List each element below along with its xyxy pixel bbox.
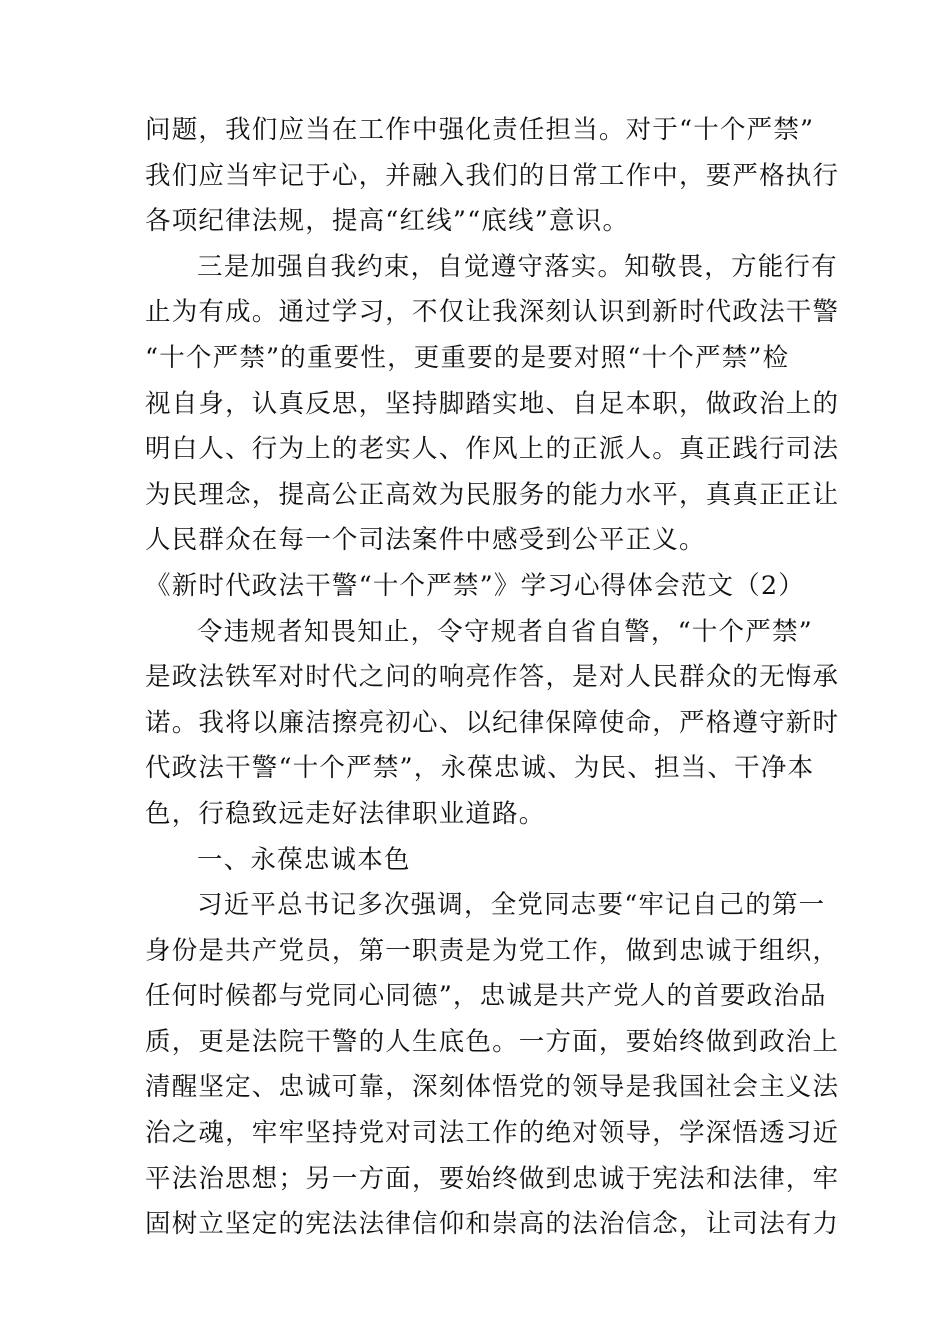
text-line: 视自身，认真反思，坚持脚踏实地、自足本职，做政治上的 (145, 388, 840, 419)
text-line: 质，更是法院干警的人生底色。一方面，要始终做到政治上 (145, 1026, 840, 1057)
text-line: 为民理念，提高公正高效为民服务的能力水平，真真正正让 (145, 479, 840, 510)
text-line: 是政法铁军对时代之问的响亮作答，是对人民群众的无悔承 (145, 662, 840, 693)
text-line: “十个严禁”的重要性，更重要的是要对照“十个严禁”检 (145, 342, 790, 373)
subheading: 一、永葆忠诚本色 (197, 844, 411, 875)
text-line: 清醒坚定、忠诚可靠，深刻体悟党的领导是我国社会主义法 (145, 1072, 840, 1103)
paragraph-start-line: 令违规者知畏知止，令守规者自省自警，“十个严禁” (197, 616, 813, 647)
text-line: 各项纪律法规，提高“红线”“底线”意识。 (145, 206, 630, 237)
text-line: 问题，我们应当在工作中强化责任担当。对于“十个严禁” (145, 115, 815, 145)
text-line: 人民群众在每一个司法案件中感受到公平正义。 (145, 525, 706, 556)
paragraph-start-line: 习近平总书记多次强调，全党同志要“牢记自己的第一 (197, 890, 826, 921)
text-line: 我们应当牢记于心，并融入我们的日常工作中，要严格执行 (145, 160, 840, 191)
paragraph-start-line: 三是加强自我约束，自觉遵守落实。知敬畏，方能行有 (197, 251, 838, 282)
section-title: 《新时代政法干警“十个严禁”》学习心得体会范文（2） (145, 570, 805, 601)
body-text (145, 108, 840, 1248)
text-line: 固树立坚定的宪法法律信仰和崇高的法治信念，让司法有力 (145, 1209, 840, 1240)
text-line: 平法治思想；另一方面，要始终做到忠诚于宪法和法律，牢 (145, 1163, 840, 1194)
text-line: 治之魂，牢牢坚持党对司法工作的绝对领导，学深悟透习近 (145, 1118, 840, 1149)
text-line: 身份是共产党员，第一职责是为党工作，做到忠诚于组织， (145, 935, 840, 966)
text-line: 色，行稳致远走好法律职业道路。 (145, 798, 546, 829)
text-line: 止为有成。通过学习，不仅让我深刻认识到新时代政法干警 (145, 297, 840, 328)
text-line: 诺。我将以廉洁擦亮初心、以纪律保障使命，严格遵守新时 (145, 707, 840, 738)
text-line: 任何时候都与党同心同德”，忠诚是共产党人的首要政治品 (145, 981, 827, 1012)
text-line: 明白人、行为上的老实人、作风上的正派人。真正践行司法 (145, 434, 840, 465)
text-line: 代政法干警“十个严禁”，永葆忠诚、为民、担当、干净本 (145, 753, 815, 784)
